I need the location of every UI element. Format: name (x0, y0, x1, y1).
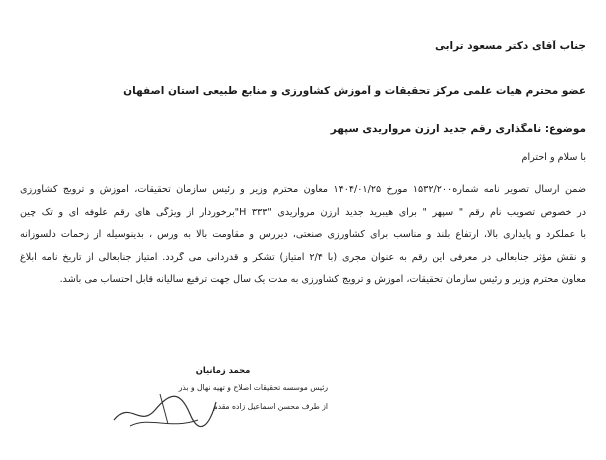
signer-title: رئیس موسسه تحقیقات اصلاح و تهیه نهال و بذر (178, 383, 328, 392)
signer-name: محمد زمانیان (195, 365, 251, 375)
recipient-name: جناب آقای دکتر مسعود ترابی (434, 40, 586, 52)
body-line-5: معاون محترم وزیر و رئیس سازمان تحقیقات، آموزش و ترویج کشاورزی به مدت یک سال جهت ترفیع سالیانه قابل احتساب می باشد. (59, 274, 586, 285)
signer-on-behalf: از طرف محسن اسماعیل زاده مقدم (213, 402, 328, 411)
body-line-2: در خصوص تصویب نام رقم " سپهر " برای هیبرید جدید ارزن مرواریدی "H ۳۳۳"برخوردار از ویژگی های رقم علوفه ای و تک چین (20, 207, 586, 218)
letter-subject: موضوع: نامگذاری رقم جدید ارزن مرواریدی سپهر (330, 123, 586, 135)
body-line-3: با عملکرد و پایداری بالا، ارتفاع بلند و مناسب برای کشاورزی صنعتی، دیررس و مقاومت بالا به ورس ، بدینوسیله از زحمات دلسوزانه (20, 229, 586, 240)
body-line-1: ضمن ارسال تصویر نامه شماره۱۵۳۲/۲۰۰ مورخ ۱۴۰۴/۰۱/۲۵ معاون محترم وزیر و رئیس سازمان تحقیقات، آموزش و ترویج کشاورزی (20, 184, 586, 195)
greeting: با سلام و احترام (521, 152, 586, 163)
body-line-4: و نقش مؤثر جنابعالی در معرفی این رقم به عنوان مجری (با ۲/۴ امتیاز) تشکر و قدردانی می گردد. امتیاز جنابعالی از تاریخ نامه ابلاغ (20, 252, 586, 263)
recipient-title: عضو محترم هیات علمی مرکز تحقیقات و آموزش کشاورزی و منابع طبیعی استان اصفهان (123, 85, 586, 97)
